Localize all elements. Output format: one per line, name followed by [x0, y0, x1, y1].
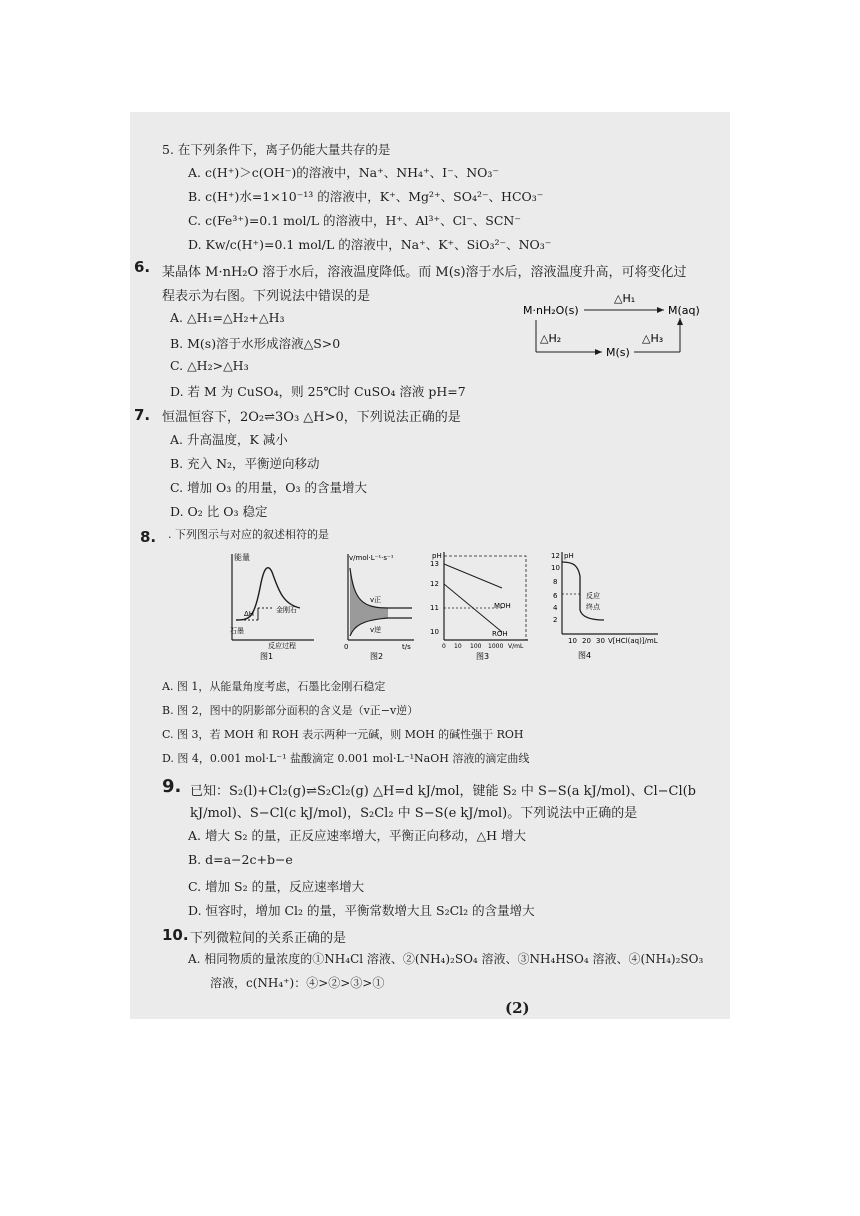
exam-page	[130, 112, 730, 1019]
fig4-ylabel: pH	[564, 552, 574, 560]
q9-stem-1: 已知：S₂(l)+Cl₂(g)⇌S₂Cl₂(g) △H=d kJ/mol，键能 S₂ 中 S−S(a kJ/mol)、Cl−Cl(b	[190, 784, 696, 799]
q10-stem: 下列微粒间的关系正确的是	[190, 931, 347, 946]
fig3-xtick-100: 100	[470, 643, 482, 650]
q9-number: 9.	[162, 776, 182, 797]
q8-number: 8.	[140, 528, 157, 546]
fig3-xtick-10: 10	[454, 643, 462, 650]
fig1-caption: 图1	[260, 652, 274, 660]
fig3-ytick-13: 13	[430, 560, 439, 568]
q7-option-d: D. O₂ 比 O₃ 稳定	[170, 504, 268, 519]
q6-option-c: C. △H₂>△H₃	[170, 358, 249, 373]
q8-option-b: B. 图 2，图中的阴影部分面积的含义是（v正−v逆）	[162, 704, 419, 717]
fig1-ylabel: 能量	[234, 553, 250, 562]
q9-option-c: C. 增加 S₂ 的量，反应速率增大	[188, 879, 365, 894]
q7-stem: 恒温恒容下，2O₂⇌3O₃ △H>0，下列说法正确的是	[162, 410, 461, 425]
q7-option-b: B. 充入 N₂，平衡逆向移动	[170, 456, 320, 471]
fig3-caption: 图3	[476, 652, 490, 660]
fig2-ylabel: v/mol·L⁻¹·s⁻¹	[349, 554, 394, 562]
fig3-ytick-12: 12	[430, 580, 439, 588]
q9-option-b: B. d=a−2c+b−e	[188, 852, 293, 867]
fig3-moh-line	[444, 564, 502, 588]
fig4-ytick-6: 6	[553, 592, 558, 600]
fig4-endpoint-label-2: 终点	[586, 603, 600, 611]
diagram-end-label: M(aq)	[668, 304, 700, 317]
q8-figure-1	[222, 548, 322, 660]
fig4-ytick-10: 10	[551, 564, 560, 572]
q5-option-c: C. c(Fe³⁺)=0.1 mol/L 的溶液中，H⁺、Al³⁺、Cl⁻、SCN⁻	[188, 213, 521, 228]
q5-option-b: B. c(H⁺)水=1×10⁻¹³ 的溶液中，K⁺、Mg²⁺、SO₄²⁻、HCO₃⁻	[188, 189, 544, 204]
fig1-dh-label: ΔH	[244, 610, 255, 618]
q6-number: 6.	[134, 258, 151, 276]
q9-option-a: A. 增大 S₂ 的量，正反应速率增大，平衡正向移动，△H 增大	[188, 828, 526, 843]
fig4-xtick-10: 10	[568, 637, 577, 645]
q8-option-c: C. 图 3，若 MOH 和 ROH 表示两种一元碱，则 MOH 的碱性强于 ROH	[162, 728, 524, 741]
dh3-label: △H₃	[642, 332, 664, 345]
fig2-vr-label: v逆	[370, 626, 382, 634]
q8-stem: . 下列图示与对应的叙述相符的是	[168, 528, 329, 541]
q10-option-a-line-1: A. 相同物质的量浓度的①NH₄Cl 溶液、②(NH₄)₂SO₄ 溶液、③NH₄HSO₄ 溶液、④(NH₄)₂SO₃	[188, 952, 704, 966]
q6-stem-2: 程表示为右图。下列说法中错误的是	[162, 289, 371, 304]
fig3-xtick-0: 0	[442, 643, 446, 650]
q8-figure-3	[422, 548, 534, 660]
q8-figure-2	[340, 548, 422, 660]
diagram-start-label: M·nH₂O(s)	[523, 304, 579, 317]
q9-option-d: D. 恒容时，增加 Cl₂ 的量，平衡常数增大且 S₂Cl₂ 的含量增大	[188, 903, 535, 918]
fig3-ytick-10: 10	[430, 628, 439, 636]
q7-option-a: A. 升高温度，K 减小	[170, 432, 288, 447]
fig4-xtick-30: 30	[596, 637, 605, 645]
fig3-moh-label: MOH	[494, 602, 511, 610]
q6-stem-1: 某晶体 M·nH₂O 溶于水后，溶液温度降低。而 M(s)溶于水后，溶液温度升高，可将变化过	[162, 265, 687, 280]
fig2-xlabel: t/s	[402, 643, 411, 651]
fig1-graphite-label: 石墨	[230, 627, 244, 635]
fig3-xtick-1000: 1000	[488, 643, 504, 650]
dh2-label: △H₂	[540, 332, 562, 345]
q8-figure-4	[548, 548, 698, 660]
q8-option-a: A. 图 1，从能量角度考虑，石墨比金刚石稳定	[162, 680, 386, 693]
fig3-ytick-11: 11	[430, 604, 439, 612]
fig4-ytick-2: 2	[553, 616, 558, 624]
q5-option-a: A. c(H⁺)＞c(OH⁻)的溶液中，Na⁺、NH₄⁺、I⁻、NO₃⁻	[188, 165, 499, 180]
page-number: (2)	[505, 999, 530, 1017]
q6-option-b: B. M(s)溶于水形成溶液△S>0	[170, 336, 341, 351]
q7-option-c: C. 增加 O₃ 的用量，O₃ 的含量增大	[170, 480, 368, 495]
q5-option-d: D. Kw/c(H⁺)=0.1 mol/L 的溶液中，Na⁺、K⁺、SiO₃²⁻、NO₃⁻	[188, 237, 552, 252]
fig2-vf-label: v正	[370, 596, 382, 604]
fig2-caption: 图2	[370, 652, 384, 660]
fig4-ytick-4: 4	[553, 604, 558, 612]
q5-stem: 5. 在下列条件下，离子仍能大量共存的是	[162, 142, 391, 157]
fig4-xlabel: V[HCl(aq)]/mL	[608, 637, 658, 645]
q10-option-a-line-2: 溶液，c(NH₄⁺)：④>②>③>①	[210, 976, 385, 990]
diagram-mid-label: M(s)	[606, 346, 630, 359]
fig4-ytick-8: 8	[553, 578, 558, 586]
q8-option-d: D. 图 4，0.001 mol·L⁻¹ 盐酸滴定 0.001 mol·L⁻¹NaOH 溶液的滴定曲线	[162, 752, 530, 765]
fig3-xlabel: V/mL	[508, 643, 524, 650]
dh1-label: △H₁	[614, 292, 636, 305]
fig2-shaded-area	[350, 568, 388, 636]
fig4-xtick-20: 20	[582, 637, 591, 645]
fig4-caption: 图4	[578, 651, 592, 660]
fig2-origin: 0	[344, 643, 349, 651]
fig1-xlabel: 反应过程	[268, 642, 296, 650]
q6-option-a: A. △H₁=△H₂+△H₃	[170, 310, 285, 325]
q10-number: 10.	[162, 926, 189, 944]
fig4-titration-curve	[562, 562, 604, 620]
fig3-ylabel: pH	[432, 552, 442, 560]
q6-option-d: D. 若 M 为 CuSO₄，则 25℃时 CuSO₄ 溶液 pH=7	[170, 384, 466, 399]
q7-number: 7.	[134, 406, 151, 424]
fig3-roh-label: ROH	[492, 630, 508, 638]
fig4-endpoint-label-1: 反应	[586, 592, 600, 600]
fig1-diamond-label: 金刚石	[276, 606, 297, 614]
q6-enthalpy-diagram	[518, 286, 718, 366]
fig4-ytick-12: 12	[551, 552, 560, 560]
q9-stem-2: kJ/mol)、S−Cl(c kJ/mol)，S₂Cl₂ 中 S−S(e kJ/mol)。下列说法中正确的是	[190, 806, 638, 821]
